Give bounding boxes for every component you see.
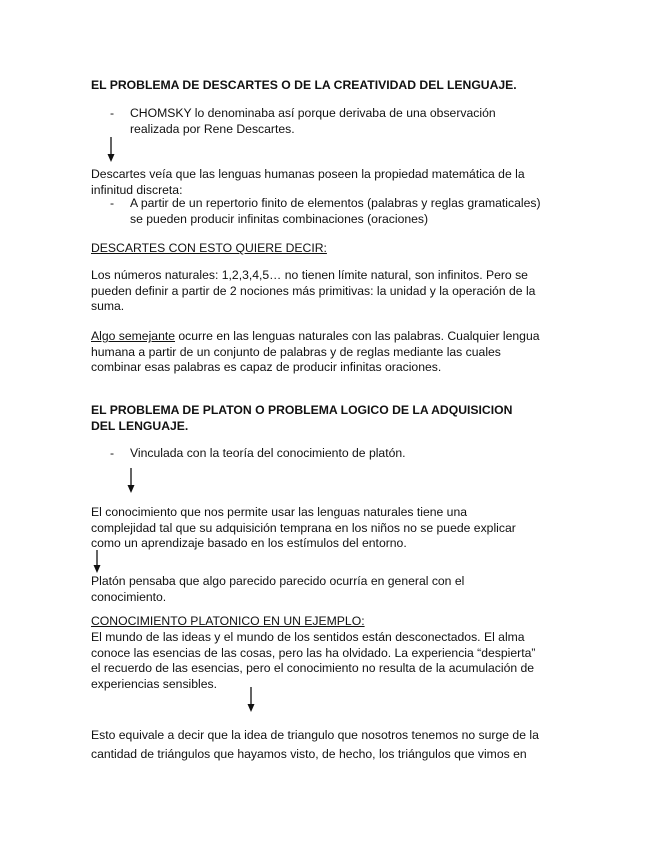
section2-title-line: EL PROBLEMA DE PLATON O PROBLEMA LOGICO DE LA ADQUISICION	[91, 403, 513, 417]
paragraph-line: experiencias sensibles.	[91, 676, 218, 691]
section2-paragraph1	[91, 505, 571, 552]
paragraph-line: Platón pensaba que algo parecido parecido ocurría en general con el	[91, 574, 465, 588]
bullet2-line: A partir de un repertorio finito de elementos (palabras y reglas gramaticales)	[130, 196, 541, 210]
paragraph-line: El conocimiento que nos permite usar las lenguas naturales tiene una	[91, 505, 468, 519]
paragraph-line: infinitud discreta:	[91, 182, 183, 197]
section2-subheading-text: CONOCIMIENTO PLATONICO EN UN EJEMPLO:	[91, 614, 365, 628]
section2-bullet1	[130, 446, 590, 462]
down-arrow-icon	[105, 137, 117, 163]
section2-paragraph2	[91, 574, 571, 605]
down-arrow-icon	[125, 468, 137, 494]
paragraph-line: el recuerdo de las esencias, pero el conocimiento no resulta de la acumulación de	[91, 661, 535, 675]
paragraph-line: complejidad tal que su adquisición temprana en los niños no se puede explicar	[91, 520, 516, 535]
section1-paragraph1	[91, 167, 571, 198]
paragraph-line: Esto equivale a decir que la idea de triangulo que nosotros tenemos no surge de la	[91, 728, 539, 742]
paragraph-line: conoce las esencias de las cosas, pero las ha olvidado. La experiencia “despierta”	[91, 645, 536, 660]
section1-subheading	[91, 241, 571, 257]
paragraph-line: Descartes veía que las lenguas humanas poseen la propiedad matemática de la	[91, 167, 525, 181]
section1-paragraph2	[91, 268, 571, 315]
bullet-dash: -	[110, 446, 115, 460]
bullet2-line: se pueden producir infinitas combinaciones (oraciones)	[130, 211, 429, 226]
paragraph-line: Los números naturales: 1,2,3,4,5… no tienen límite natural, son infinitos. Pero se	[91, 268, 528, 282]
section1-paragraph3	[91, 329, 571, 376]
section1-subheading-text: DESCARTES CON ESTO QUIERE DECIR:	[91, 241, 327, 255]
section1-title	[91, 78, 571, 94]
bullet1-line: realizada por Rene Descartes.	[130, 121, 295, 136]
section2-paragraph3	[91, 630, 571, 692]
paragraph-line: conocimiento.	[91, 589, 167, 604]
paragraph-line: cantidad de triángulos que hayamos visto, de hecho, los triángulos que vimos en	[91, 747, 527, 761]
section1-bullet2	[130, 196, 590, 227]
section2-title	[91, 403, 571, 434]
paragraph-line: como un aprendizaje basado en los estímulos del entorno.	[91, 536, 407, 550]
section1-bullet1	[130, 106, 590, 137]
down-arrow-icon	[91, 550, 103, 574]
section1-title-text: EL PROBLEMA DE DESCARTES O DE LA CREATIVIDAD DEL LENGUAJE.	[91, 78, 517, 92]
paragraph-line	[91, 329, 571, 345]
section2-subheading	[91, 614, 571, 630]
paragraph-line: humana a partir de un conjunto de palabras y de reglas mediante las cuales	[91, 344, 501, 359]
paragraph-line: pueden definir a partir de 2 nociones más primitivas: la unidad y la operación de la	[91, 283, 536, 298]
paragraph-line: suma.	[91, 299, 125, 313]
bullet1-line: CHOMSKY lo denominaba así porque derivaba de una observación	[130, 106, 496, 120]
underlined-phrase: Algo semejante	[91, 329, 176, 343]
paragraph-line-rest: ocurre en las lenguas naturales con las palabras. Cualquier lengua	[175, 329, 540, 343]
paragraph-line: El mundo de las ideas y el mundo de los sentidos están desconectados. El alma	[91, 630, 525, 644]
bullet-dash: -	[110, 106, 115, 120]
down-arrow-icon	[245, 687, 257, 713]
section2-paragraph4	[91, 726, 571, 764]
bullet-line: Vinculada con la teoría del conocimiento de platón.	[130, 446, 406, 460]
section2-title-line: DEL LENGUAJE.	[91, 418, 189, 433]
paragraph-line: combinar esas palabras es capaz de producir infinitas oraciones.	[91, 360, 442, 374]
bullet-dash: -	[110, 196, 115, 210]
